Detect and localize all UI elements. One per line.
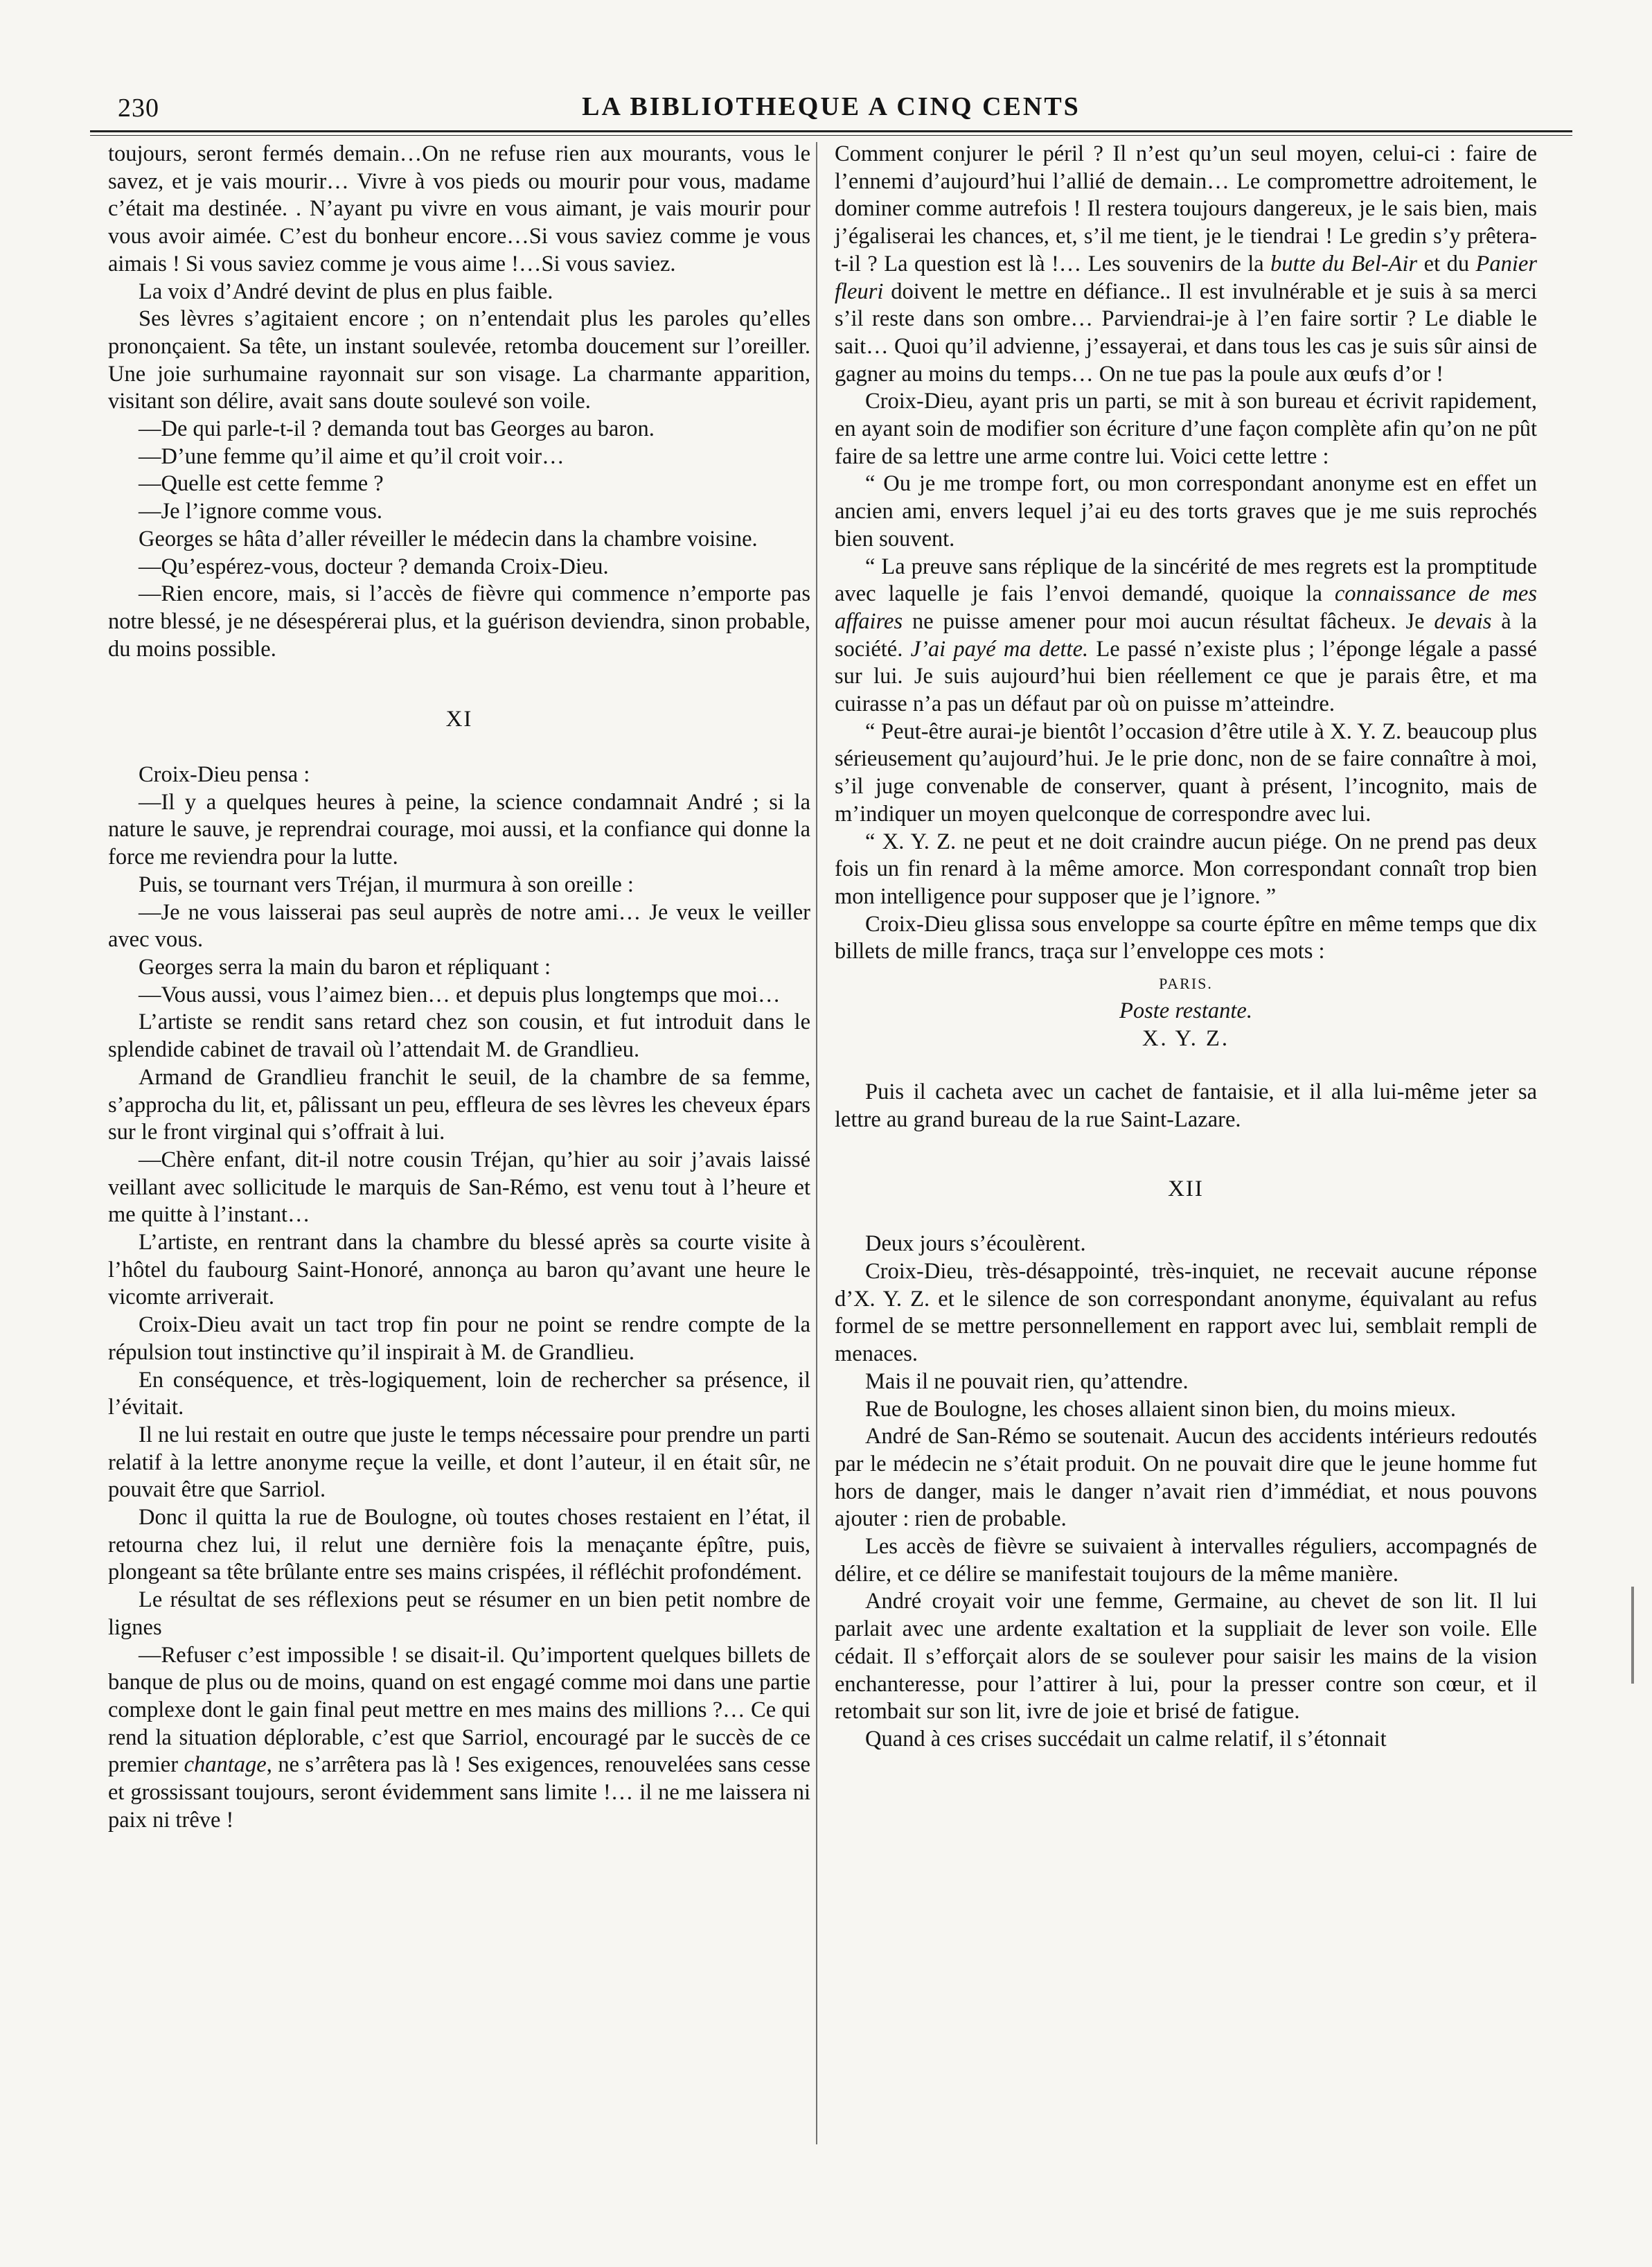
text-run: doivent le mettre en défiance.. Il est invulnérable et je suis à sa merci s’il reste dans son ombre… Parviendrai-je à l’en faire sortir ? Le diable le sait… Quoi qu’il advienne, j’essayerai, et dans tous les cas je suis sûr ainsi de gagner au moins du temps… On ne tue pas la poule aux œufs d’or ! (835, 279, 1537, 387)
text-run: —Refuser c’est impossible ! se disait-il. Qu’importent quelques billets de banque de plus ou de moins, quand on est engagé comme moi dans une partie complexe dont le gain final peut mettre en mes mains des millions ?… Ce qui rend la situation déplorable, c’est que Sarriol, encouragé par le succès de ce premier (108, 1642, 810, 1778)
paragraph: André croyait voir une femme, Germaine, au chevet de son lit. Il lui parlait avec une ardente exaltation et la suppliait de lever son voile. Elle cédait. Il s’efforçait alors de se soulever pour saisir les mains de la vision enchanteresse, pour l’attirer à lui, pour la presser contre son cœur, et il retombait sur son lit, ivre de joie et brisé de fatigue. (835, 1589, 1537, 1724)
text-run-italic: Panier fleuri (835, 251, 1537, 304)
text-run-italic: J’ai payé ma dette. (910, 636, 1089, 662)
paragraph: —Qu’espérez-vous, docteur ? demanda Croix-Dieu. (139, 554, 609, 579)
paragraph: L’artiste se rendit sans retard chez son cousin, et fut introduit dans le splendide cabinet de travail où l’attendait M. de Grandlieu. (108, 1009, 810, 1063)
text-run-italic: devais (1434, 608, 1492, 634)
letter-paragraph: “ Peut-être aurai-je bientôt l’occasion d’être utile à X. Y. Z. beaucoup plus sérieusement qu’aujourd’hui. Je le prie donc, non de se faire connaître à moi, s’il juge convenable de conserver, quant à présent, l’incognito, mais de m’indiquer un moyen quelconque de correspondre avec lui. (835, 718, 1537, 827)
spacer (835, 1052, 1537, 1079)
text-run: ne puisse amener pour moi aucun résultat fâcheux. Je (903, 608, 1435, 634)
paragraph: —Vous aussi, vous l’aimez bien… et depuis plus longtemps que moi… (139, 982, 781, 1007)
paragraph: Croix-Dieu glissa sous enveloppe sa courte épître en même temps que dix billets de mille francs, traça sur l’enveloppe ces mots : (835, 911, 1537, 964)
envelope-recipient: X. Y. Z. (1142, 1025, 1230, 1051)
spacer (835, 1203, 1537, 1230)
spacer (835, 1134, 1537, 1176)
text-run: , ne s’arrêtera pas là ! Ses exigences, renouvelées sans cesse et grossissant toujours, seront évidemment sans limite !… il ne me laissera ni paix ni trêve ! (108, 1752, 810, 1833)
header-rule-thin (90, 135, 1572, 136)
paragraph: La voix d’André devint de plus en plus faible. (139, 279, 553, 304)
running-title: LA BIBLIOTHEQUE A CINQ CENTS (582, 92, 1081, 121)
paragraph: Les accès de fièvre se suivaient à intervalles réguliers, accompagnés de délire, et ce délire se manifestait toujours de la même manière. (835, 1534, 1537, 1587)
paragraph: Croix-Dieu avait un tact trop fin pour ne point se rendre compte de la répulsion tout instinctive qu’il inspirait à M. de Grandlieu. (108, 1312, 810, 1365)
paragraph: toujours, seront fermés demain…On ne refuse rien aux mourants, vous le savez, et je vais mourir… Vivre à vos pieds ou mourir pour vous, madame c’était ma destinée. . N’ayant pu vivre en vous aimant, je vais mourir pour vous avoir aimée. C’est du bonheur encore…Si vous saviez comme je vous aimais ! Si vous saviez comme je vous aime !…Si vous saviez. (108, 141, 810, 276)
paragraph: Ses lèvres s’agitaient encore ; on n’entendait plus les paroles qu’elles prononçaient. Sa tête, un instant soulevée, retomba doucement sur l’oreiller. Une joie surhumaine rayonnait sur son visage. La charmante apparition, visitant son délire, avait sans doute soulevé son voile. (108, 306, 810, 414)
paragraph: Le résultat de ses réflexions peut se résumer en un bien petit nombre de lignes (108, 1587, 810, 1640)
letter-paragraph: “ Ou je me trompe fort, ou mon correspondant anonyme est en effet un ancien ami, envers lequel j’ai eu des torts graves que je me suis reprochés bien souvent. (835, 471, 1537, 552)
paragraph: Donc il quitta la rue de Boulogne, où toutes choses restaient en l’état, il retourna chez lui, il relut une dernière fois la menaçante épître, puis, plongeant sa tête brûlante entre ses mains crispées, il réfléchit profondément. (108, 1505, 810, 1585)
paragraph: —Chère enfant, dit-il notre cousin Tréjan, qu’hier au soir j’avais laissé veillant avec sollicitude le marquis de San-Rémo, est venu tout à l’heure et me quitte à l’instant… (108, 1147, 810, 1228)
text-run: Le passé n’existe plus ; l’éponge légale a passé sur lui. Je suis aujourd’hui bien réellement ce que je parais être, et ma cuirasse n’a pas un défaut par où on puisse m’atteindre. (835, 636, 1537, 717)
scan-edge-mark (1631, 1587, 1634, 1684)
paragraph: Rue de Boulogne, les choses allaient sinon bien, du moins mieux. (865, 1396, 1456, 1422)
paragraph: Croix-Dieu pensa : (139, 762, 310, 788)
paragraph: Puis, se tournant vers Tréjan, il murmura à son oreille : (139, 872, 634, 897)
paragraph: —Je l’ignore comme vous. (139, 499, 383, 524)
text-run: Comment conjurer le péril ? Il n’est qu’un seul moyen, celui-ci : faire de l’ennemi d’aujourd’hui l’allié de demain… Le compromettre adroitement, le dominer comme autrefois ! Il restera toujours dangereux, je le sais bien, mais j’égaliserai les chances, et, s’il me tient, je le tiendrai ! Le gredin s’y prêtera-t-il ? La question est là !… Les souvenirs de la (835, 141, 1537, 276)
letter-paragraph: “ X. Y. Z. ne peut et ne doit craindre aucun piége. On ne prend pas deux fois un fin renard à la même amorce. Mon correspondant connaît trop bien mon intelligence pour supposer que je l’ignore. ” (835, 829, 1537, 909)
paragraph: En conséquence, et très-logiquement, loin de rechercher sa présence, il l’évitait. (108, 1367, 810, 1420)
column-divider (816, 142, 817, 2144)
envelope-city: PARIS. (1159, 975, 1213, 993)
paragraph (835, 141, 1537, 388)
paragraph: L’artiste, en rentrant dans la chambre du blessé après sa courte visite à l’hôtel du faubourg Saint-Honoré, annonça au baron qu’avant une heure le vicomte arriverait. (108, 1230, 810, 1310)
spacer (108, 734, 810, 761)
chapter-heading-xii: XII (1168, 1176, 1204, 1201)
paragraph: —Rien encore, mais, si l’accès de fièvre qui commence n’emporte pas notre blessé, je ne désespérerai plus, et la guérison deviendra, sinon probable, du moins possible. (108, 581, 810, 662)
text-run: à la société. (835, 608, 1537, 662)
text-run-italic: chantage (184, 1752, 267, 1778)
spacer (108, 663, 810, 706)
paragraph: —Il y a quelques heures à peine, la science condamnait André ; si la nature le sauve, je reprendrai courage, moi aussi, et la confiance qui donne la force me reviendra pour la lutte. (108, 789, 810, 870)
paragraph: André de San-Rémo se soutenait. Aucun des accidents intérieurs redoutés par le médecin ne s’était produit. On ne pouvait dire que le jeune homme fut hors de danger, mais le danger n’avait rien d’immédiat, et nous pouvons ajouter : rien de probable. (835, 1424, 1537, 1532)
paragraph: Georges serra la main du baron et répliquant : (139, 954, 551, 980)
paragraph: Puis il cacheta avec un cachet de fantaisie, et il alla lui-même jeter sa lettre au grand bureau de la rue Saint-Lazare. (835, 1079, 1537, 1132)
paragraph: Georges se hâta d’aller réveiller le médecin dans la chambre voisine. (139, 526, 758, 552)
text-run-italic: butte du Bel-Air (1270, 251, 1418, 276)
paragraph (108, 1642, 810, 1835)
paragraph: Quand à ces crises succédait un calme relatif, il s’étonnait (865, 1726, 1387, 1752)
page-header (90, 87, 1572, 129)
paragraph: —D’une femme qu’il aime et qu’il croit voir… (139, 443, 565, 469)
right-column (835, 141, 1537, 1754)
paragraph: Armand de Grandlieu franchit le seuil, de la chambre de sa femme, s’approcha du lit, et, pâlissant un peu, effleura de ses lèvres les cheveux épars sur le front virginal qui s’offrait à lui. (108, 1064, 810, 1145)
text-run: et du (1417, 251, 1476, 276)
left-column (108, 141, 810, 1834)
chapter-heading-xi: XI (445, 707, 473, 732)
paragraph: Croix-Dieu, très-désappointé, très-inquiet, ne recevait aucune réponse d’X. Y. Z. et le silence de son correspondant anonyme, équivalant au refus formel de se mettre personnellement en rapport avec lui, semblait rempli de menaces. (835, 1259, 1537, 1367)
paragraph: Il ne lui restait en outre que juste le temps nécessaire pour prendre un parti relatif à la lettre anonyme reçue la veille, et dont l’auteur, il en était sûr, ne pouvait être que Sarriol. (108, 1422, 810, 1503)
envelope-line: Poste restante. (1119, 998, 1252, 1023)
paragraph: Mais il ne pouvait rien, qu’attendre. (865, 1368, 1189, 1394)
paragraph: —Je ne vous laisserai pas seul auprès de notre ami… Je veux le veiller avec vous. (108, 899, 810, 953)
letter-paragraph (835, 554, 1537, 718)
page-number: 230 (118, 94, 159, 123)
paragraph: Deux jours s’écoulèrent. (865, 1231, 1086, 1257)
text-run: “ La preuve sans réplique de la sincérité de mes regrets est la promptitude avec laquelle je fais l’envoi demandé, quoique la (835, 554, 1537, 607)
paragraph: —De qui parle-t-il ? demanda tout bas Georges au baron. (139, 416, 655, 442)
header-rule (90, 130, 1572, 132)
paragraph: Croix-Dieu, ayant pris un parti, se mit à son bureau et écrivit rapidement, en ayant soin de modifier son écriture d’une façon complète afin qu’on ne pût faire de sa lettre une arme contre lui. Voici cette lettre : (835, 389, 1537, 469)
text-run-italic: connaissance de mes affaires (835, 581, 1537, 634)
paragraph: —Quelle est cette femme ? (139, 471, 384, 497)
